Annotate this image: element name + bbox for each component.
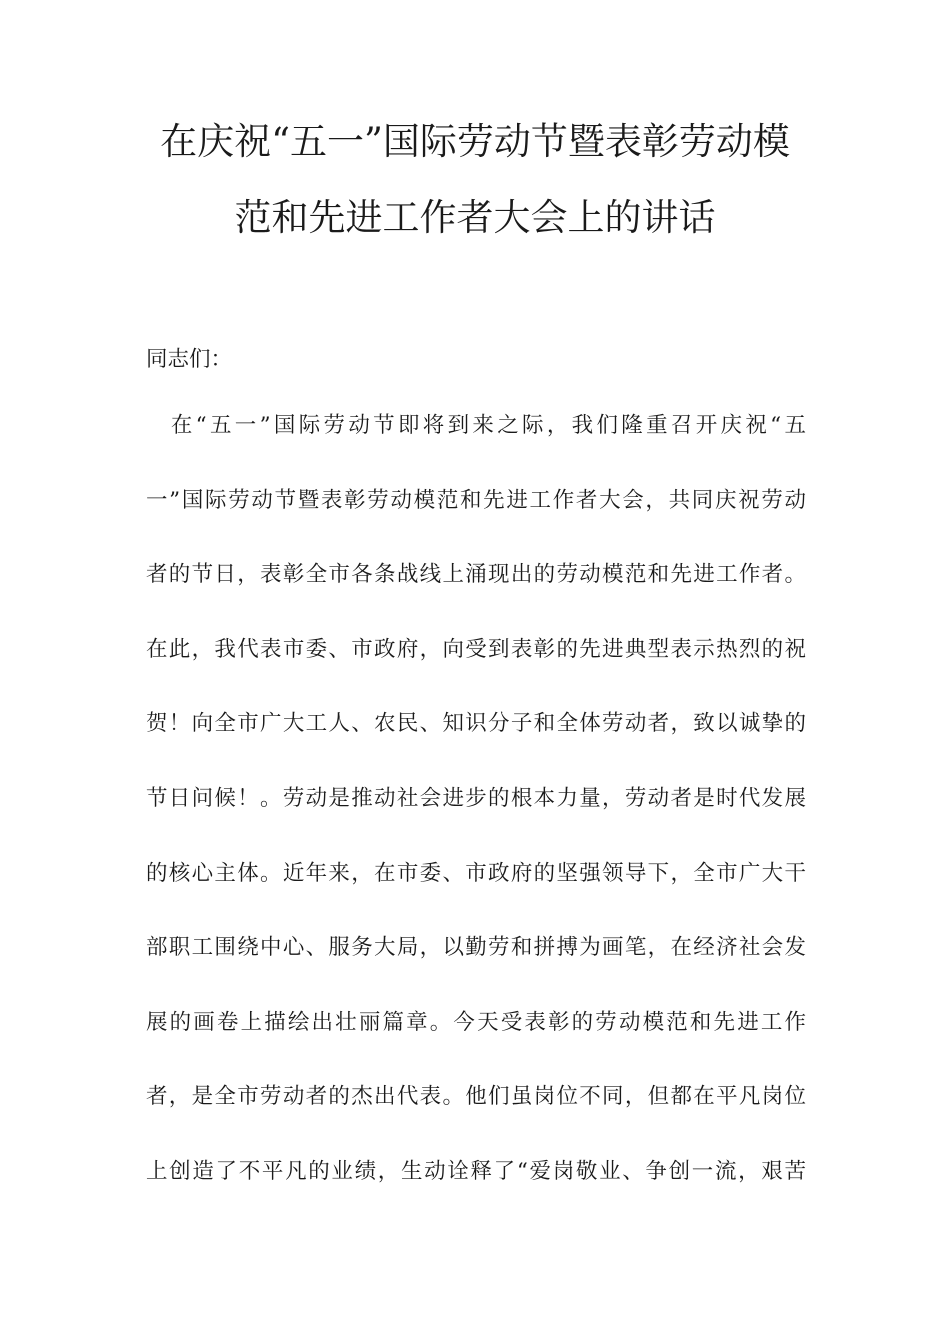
body-line-9: 展的画卷上描绘出壮丽篇章。今天受表彰的劳动模范和先进工作 <box>146 1010 806 1035</box>
body-line-7: 的核心主体。近年来，在市委、市政府的坚强领导下，全市广大干 <box>146 861 806 886</box>
title-line-2: 范和先进工作者大会上的讲话 <box>234 196 716 239</box>
body-line-4: 在此，我代表市委、市政府，向受到表彰的先进典型表示热烈的祝 <box>146 637 806 662</box>
body-line-5: 贺！向全市广大工人、农民、知识分子和全体劳动者，致以诚挚的 <box>146 711 806 736</box>
document-title <box>120 104 830 256</box>
body-line-10: 者，是全市劳动者的杰出代表。他们虽岗位不同，但都在平凡岗位 <box>146 1084 806 1109</box>
body-line-1: 在“五一”国际劳动节即将到来之际，我们隆重召开庆祝“五 <box>146 413 806 438</box>
body-line-2: 一”国际劳动节暨表彰劳动模范和先进工作者大会，共同庆祝劳动 <box>146 488 806 513</box>
body-line-8: 部职工围绕中心、服务大局，以勤劳和拼搏为画笔，在经济社会发 <box>146 935 806 960</box>
salutation: 同志们： <box>146 347 233 372</box>
title-line-1: 在庆祝“五一”国际劳动节暨表彰劳动模 <box>160 120 790 163</box>
body-line-6: 节日问候！。劳动是推动社会进步的根本力量，劳动者是时代发展 <box>146 786 806 811</box>
body-line-11: 上创造了不平凡的业绩，生动诠释了“爱岗敬业、争创一流，艰苦 <box>146 1159 806 1184</box>
body-line-3: 者的节日，表彰全市各条战线上涌现出的劳动模范和先进工作者。 <box>146 562 806 587</box>
